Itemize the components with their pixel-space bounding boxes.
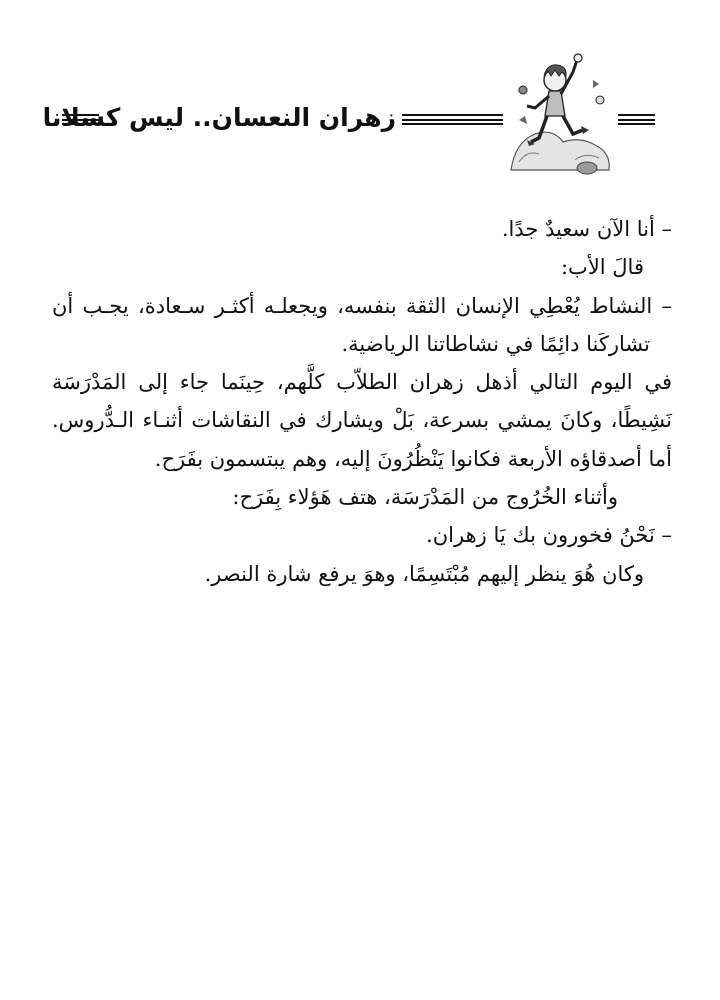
text-line: تشاركَنا دائِمًا في نشاطاتنا الرياضية. [341,331,650,356]
title-rule-middle [402,114,503,125]
text-line: وأثناء الخُرُوج من المَدْرَسَة، هتف هَؤلاء بِفَرَح: [232,485,618,510]
page-header [0,48,720,178]
text-line: أما أصدقاؤه الأربعة فكانوا يَنْظُرُونَ إليه، وهم يبتسمون بفَرَح. [154,446,672,471]
text-line: في اليوم التالي أذهل زهران الطلاّب كلَّهم، حِينَما جاء إلى المَدْرَسَة [52,370,672,395]
text-line: – نَحْنُ فخورون بك يَا زهران. [426,523,672,548]
text-line: – أنا الآن سعيدٌ جدًا. [501,217,672,241]
text-line: وكان هُوَ ينظر إليهم مُبْتَسِمًا، وهوَ يرفع شارة النصر. [204,561,644,586]
text-line: – النشاط يُعْطِي الإنسان الثقة بنفسه، ويجعلـه أكثـر سـعادة، يجـب أن [52,293,672,318]
story-text [52,210,672,593]
text-line: نَشِيطًا، وكانَ يمشي بسرعة، بَلْ ويشارك في النقاشات أثنـاء الـدُّروس. [52,408,672,433]
title-rule-right [618,114,655,125]
text-line: قالَ الأب: [560,255,644,280]
page-title: زهران النعسان.. ليس كسلانا [42,103,396,132]
boy-jumping-illustration-icon [505,50,617,176]
